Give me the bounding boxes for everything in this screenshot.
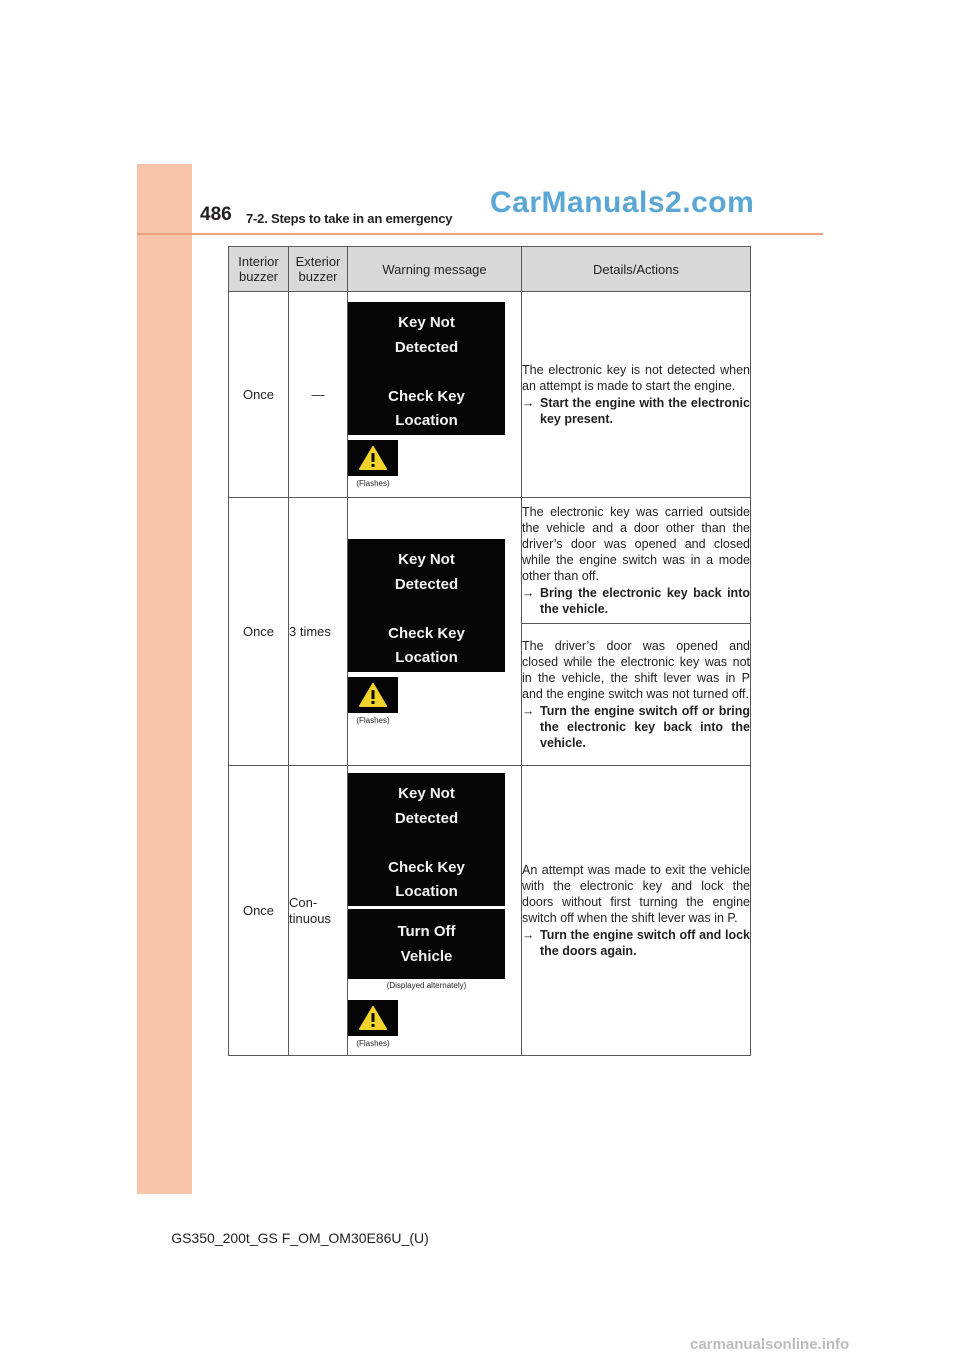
table-header-row [229, 247, 751, 292]
table-row [229, 292, 751, 498]
col-exterior-buzzer: Exterior buzzer [289, 247, 348, 292]
chapter-sidebar-tab [137, 164, 192, 1194]
detail-text: The electronic key is not detected when an attempt is made to start the engine. [522, 363, 750, 393]
warning-message-cell [348, 498, 522, 766]
flash-caption: (Flashes) [356, 715, 390, 725]
detail-text: An attempt was made to exit the vehicle with the electronic key and lock the doors without first turning the engine switch off when the shift lever was in P. [522, 863, 750, 925]
screen-line: Detected [394, 575, 459, 593]
display-screen [348, 302, 505, 435]
warning-light [348, 1000, 398, 1036]
watermark-top: CarManuals2.com [490, 186, 755, 219]
details-cell [522, 766, 751, 1056]
exterior-buzzer-cell: — [289, 292, 348, 498]
section-title: 7-2. Steps to take in an emergency [246, 211, 453, 226]
detail-action [522, 585, 750, 617]
table-row [229, 766, 751, 1056]
interior-buzzer-cell: Once [229, 766, 289, 1056]
screen-line: Key Not [398, 785, 455, 802]
flash-caption: (Flashes) [356, 1039, 390, 1048]
detail-text: The electronic key was carried outside the vehicle and a door other than the driver’s door was opened and closed while the engine switch was in a mode other than off. [522, 505, 750, 583]
warning-message-cell [348, 292, 522, 498]
table-row [229, 498, 751, 624]
display-screen [348, 773, 505, 906]
screen-line: Check Key [388, 859, 465, 876]
screen-line: Check Key [388, 624, 465, 642]
col-warning-message: Warning message [348, 247, 522, 292]
arrow-icon: → [522, 586, 535, 600]
warning-triangle-icon [359, 446, 387, 470]
display-screen-alternate [348, 909, 505, 979]
arrow-icon: → [522, 396, 535, 410]
watermark-bottom: carmanualsonline.info [690, 1336, 850, 1353]
warning-light [348, 677, 398, 713]
col-interior-buzzer: Interior buzzer [229, 247, 289, 292]
flash-caption: (Flashes) [356, 478, 390, 488]
alternate-caption: (Displayed alternately) [386, 981, 467, 990]
page-number: 486 [200, 204, 232, 225]
exterior-buzzer-cell [289, 766, 348, 1056]
action-text: Bring the electronic key back into the vehicle. [540, 586, 750, 616]
screen-line: Detected [394, 810, 459, 827]
screen-line: Detected [394, 338, 459, 356]
col-details-actions: Details/Actions [522, 247, 751, 292]
interior-buzzer-cell: Once [229, 292, 289, 498]
exterior-buzzer-cell: 3 times [289, 498, 348, 766]
exterior-buzzer-text: Con-tinuous [289, 894, 331, 926]
action-text: Turn the engine switch off and lock the doors again. [540, 928, 750, 958]
manual-code-footer: GS350_200t_GS F_OM_OM30E86U_(U) [171, 1230, 429, 1246]
action-text: Start the engine with the electronic key present. [540, 396, 750, 426]
detail-action [522, 927, 750, 959]
detail-text: The driver’s door was opened and closed while the electronic key was not in the vehicle, the shift lever was in P and the engine switch was not turned off. [522, 639, 750, 701]
details-cell [522, 498, 751, 624]
screen-line: Check Key [388, 387, 465, 405]
warning-message-cell [348, 766, 522, 1056]
arrow-icon: → [522, 704, 535, 718]
screen-line: Turn Off [397, 923, 456, 940]
detail-action [522, 395, 750, 427]
warning-triangle-icon [359, 683, 387, 707]
warning-triangle-icon [359, 1006, 387, 1030]
screen-line: Vehicle [400, 948, 453, 965]
screen-line: Key Not [398, 550, 455, 568]
display-screen [348, 539, 505, 672]
details-cell [522, 624, 751, 766]
action-text: Turn the engine switch off or bring the electronic key back into the vehicle. [540, 704, 750, 750]
header-rule [137, 233, 823, 235]
arrow-icon: → [522, 928, 535, 942]
screen-line: Location [395, 648, 458, 666]
details-cell [522, 292, 751, 498]
interior-buzzer-cell: Once [229, 498, 289, 766]
screen-line: Location [395, 883, 458, 900]
detail-action [522, 703, 750, 751]
warning-message-table [228, 246, 751, 1056]
screen-line: Key Not [398, 313, 455, 331]
warning-light [348, 440, 398, 476]
screen-line: Location [395, 411, 458, 429]
